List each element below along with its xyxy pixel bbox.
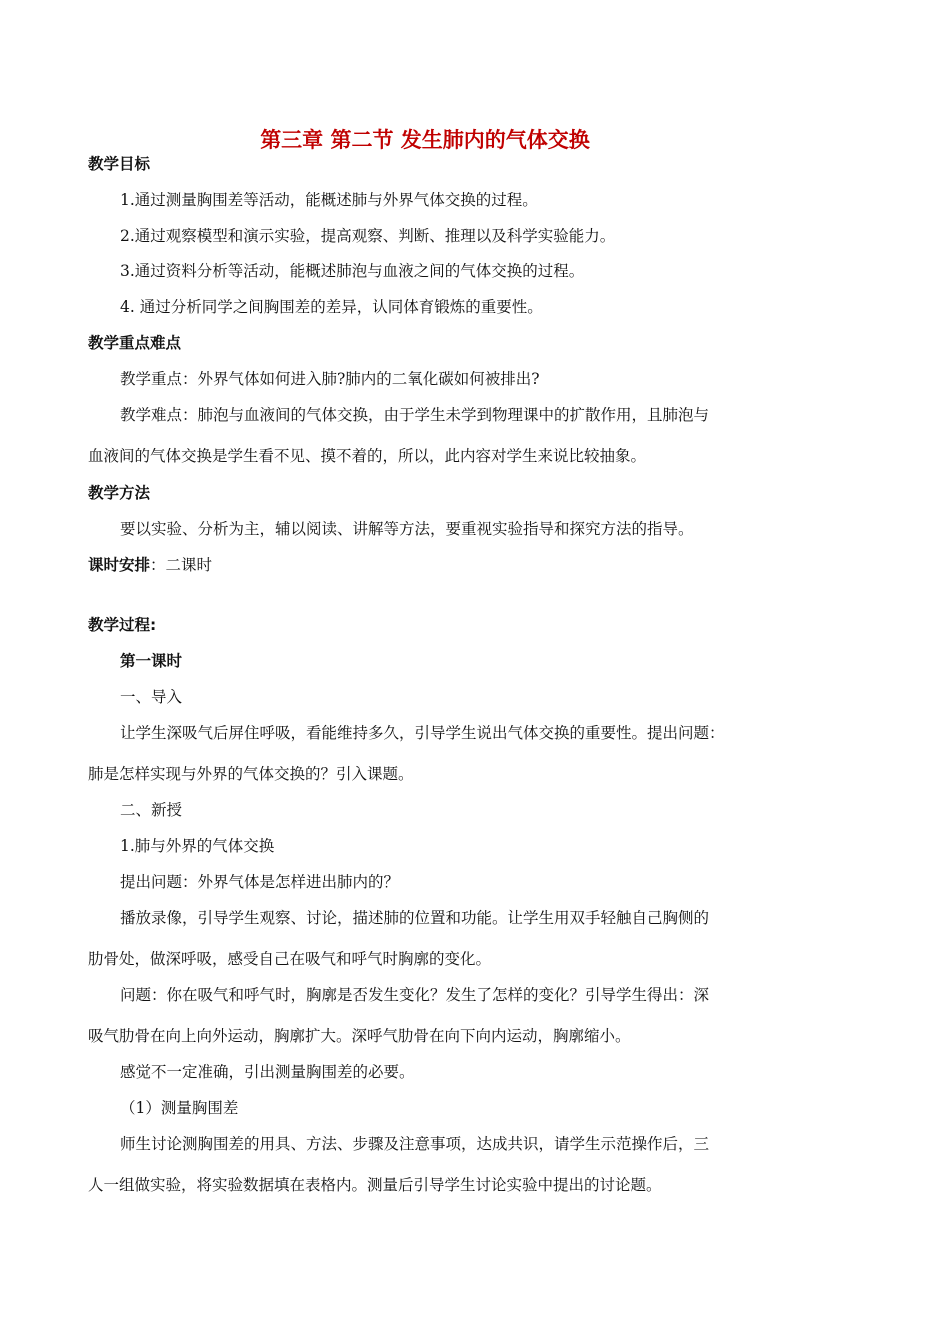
intro-line-1: 让学生深吸气后屏住呼吸，看能维持多久，引导学生说出气体交换的重要性。提出问题： bbox=[120, 724, 725, 742]
new-lesson-heading: 二、新授 bbox=[120, 801, 183, 819]
intro-heading: 一、导入 bbox=[120, 688, 183, 706]
intro-line-2: 肺是怎样实现与外界的气体交换的？引入课题。 bbox=[88, 765, 414, 783]
video-line-2: 肋骨处，做深呼吸，感受自己在吸气和呼气时胸廓的变化。 bbox=[88, 950, 492, 968]
key-difficulty-line-2: 血液间的气体交换是学生看不见、摸不着的，所以，此内容对学生来说比较抽象。 bbox=[88, 447, 647, 465]
key-difficulty-line-1: 教学难点：肺泡与血液间的气体交换，由于学生未学到物理课中的扩散作用，且肺泡与 bbox=[120, 406, 710, 424]
feeling-line: 感觉不一定准确，引出测量胸围差的必要。 bbox=[120, 1063, 415, 1081]
objective-item-3: 3.通过资料分析等活动，能概述肺泡与血液之间的气体交换的过程。 bbox=[120, 262, 585, 280]
objective-item-4: 4. 通过分析同学之间胸围差的差异，认同体育锻炼的重要性。 bbox=[120, 298, 543, 316]
question-2-line-2: 吸气肋骨在向上向外运动，胸廓扩大。深呼气肋骨在向下向内运动，胸廓缩小。 bbox=[88, 1027, 631, 1045]
measure-line-2: 人一组做实验，将实验数据填在表格内。测量后引导学生讨论实验中提出的讨论题。 bbox=[88, 1176, 662, 1194]
schedule-value: ：二课时 bbox=[150, 556, 213, 574]
section-1-heading: 1.肺与外界的气体交换 bbox=[120, 837, 275, 855]
objectives-heading: 教学目标 bbox=[88, 155, 151, 173]
objective-item-2: 2.通过观察模型和演示实验，提高观察、判断、推理以及科学实验能力。 bbox=[120, 227, 616, 245]
schedule-label: 课时安排 bbox=[88, 556, 151, 574]
video-line-1: 播放录像，引导学生观察、讨论，描述肺的位置和功能。让学生用双手轻触自己胸侧的 bbox=[120, 909, 710, 927]
question-1: 提出问题：外界气体是怎样进出肺内的？ bbox=[120, 873, 400, 891]
lesson-title: 第一课时 bbox=[120, 652, 183, 670]
key-points-heading: 教学重点难点 bbox=[88, 334, 182, 352]
question-2-line-1: 问题：你在吸气和呼气时，胸廓是否发生变化？发生了怎样的变化？引导学生得出：深 bbox=[120, 986, 710, 1004]
measure-line-1: 师生讨论测胸围差的用具、方法、步骤及注意事项，达成共识，请学生示范操作后，三 bbox=[120, 1135, 710, 1153]
key-focus: 教学重点：外界气体如何进入肺?肺内的二氧化碳如何被排出? bbox=[120, 370, 540, 388]
objective-item-1: 1.通过测量胸围差等活动，能概述肺与外界气体交换的过程。 bbox=[120, 191, 538, 209]
measure-heading: （1）测量胸围差 bbox=[120, 1099, 239, 1117]
process-heading: 教学过程: bbox=[88, 616, 157, 634]
method-heading: 教学方法 bbox=[88, 484, 151, 502]
document-title: 第三章 第二节 发生肺内的气体交换 bbox=[260, 128, 590, 152]
method-text: 要以实验、分析为主，辅以阅读、讲解等方法，要重视实验指导和探究方法的指导。 bbox=[120, 520, 694, 538]
schedule-line bbox=[88, 555, 212, 575]
